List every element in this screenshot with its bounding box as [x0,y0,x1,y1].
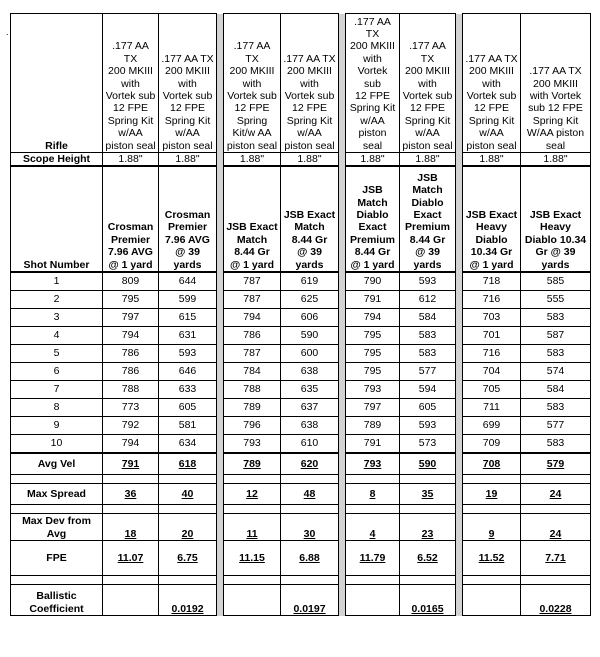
velocity-cell: 716 [463,291,521,309]
max-dev-value: 30 [281,514,339,541]
velocity-cell: 584 [521,381,591,399]
fpe-value: 11.15 [224,541,281,576]
velocity-cell: 583 [521,435,591,454]
fpe-row [11,541,591,576]
column-gap [217,363,224,381]
shot-number-label: Shot Number [11,166,103,272]
avg-vel-value: 789 [224,453,281,475]
shot-number: 10 [11,435,103,454]
velocity-cell: 797 [346,399,400,417]
column-gap [339,541,346,576]
spacer-cell [103,576,159,585]
velocity-cell: 794 [346,309,400,327]
spacer-cell [281,505,339,514]
velocity-cell: 792 [103,417,159,435]
column-gap [339,272,346,291]
column-gap [339,484,346,505]
max-dev-value: 20 [159,514,217,541]
bc-value: 0.0197 [281,585,339,616]
bc-value: 0.0228 [521,585,591,616]
velocity-cell: 587 [521,327,591,345]
column-gap [339,399,346,417]
column-gap [217,14,224,153]
velocity-cell: 631 [159,327,217,345]
spacer-cell [400,475,456,484]
fpe-value: 6.52 [400,541,456,576]
spacer-cell [224,475,281,484]
max-dev-value: 9 [463,514,521,541]
velocity-cell: 619 [281,272,339,291]
column-gap [456,585,463,616]
max-spread-label: Max Spread [11,484,103,505]
max-spread-value: 35 [400,484,456,505]
velocity-cell: 809 [103,272,159,291]
max-spread-value: 24 [521,484,591,505]
velocity-cell: 718 [463,272,521,291]
column-gap [456,272,463,291]
spacer-row [11,505,591,514]
velocity-cell: 612 [400,291,456,309]
table-row [11,291,591,309]
column-gap [217,166,224,272]
velocity-cell: 795 [346,363,400,381]
spacer-cell [521,576,591,585]
ammo-cell: JSB Exact Match 8.44 Gr @ 1 yard [224,166,281,272]
spacer-cell [159,576,217,585]
velocity-cell: 796 [224,417,281,435]
column-gap [456,327,463,345]
velocity-cell: 615 [159,309,217,327]
bc-value [224,585,281,616]
spacer-label [11,505,103,514]
velocity-cell: 789 [346,417,400,435]
scope-height-cell: 1.88" [521,153,591,167]
column-gap [339,453,346,475]
spacer-cell [521,475,591,484]
velocity-cell: 583 [521,399,591,417]
column-gap [456,363,463,381]
column-gap [339,475,346,484]
velocity-cell: 583 [521,345,591,363]
column-gap [339,166,346,272]
spacer-cell [159,505,217,514]
rifle-cell: .177 AA TX 200 MKIII with Vortek sub 12 FPE Spring Kit w/AA piston seal [400,14,456,153]
spacer-cell [281,475,339,484]
spacer-cell [346,475,400,484]
shot-number: 1 [11,272,103,291]
max-spread-value: 12 [224,484,281,505]
column-gap [217,475,224,484]
max-dev-value: 18 [103,514,159,541]
velocity-cell: 585 [521,272,591,291]
ammo-cell: Crosman Premier 7.96 AVG @ 1 yard [103,166,159,272]
spacer-cell [463,505,521,514]
table-body [11,14,591,616]
ammo-cell: JSB Exact Heavy Diablo 10.34 Gr @ 1 yard [463,166,521,272]
column-gap [217,585,224,616]
spacer-cell [346,505,400,514]
column-gap [339,381,346,399]
table-row [11,272,591,291]
column-gap [456,166,463,272]
velocity-cell: 583 [400,345,456,363]
fpe-label: FPE [11,541,103,576]
avg-vel-value: 579 [521,453,591,475]
velocity-cell: 786 [103,363,159,381]
column-gap [339,505,346,514]
rifle-label: Rifle [11,14,103,153]
column-gap [456,541,463,576]
spacer-label [11,475,103,484]
avg-vel-value: 590 [400,453,456,475]
column-gap [217,327,224,345]
ammo-cell: JSB Match Diablo Exact Premium 8.44 Gr @ 1 yard [346,166,400,272]
ammo-cell: JSB Exact Heavy Diablo 10.34 Gr @ 39 yards [521,166,591,272]
column-gap [456,484,463,505]
velocity-cell: 795 [346,345,400,363]
column-gap [339,417,346,435]
shot-number: 6 [11,363,103,381]
velocity-cell: 584 [400,309,456,327]
column-gap [217,399,224,417]
column-gap [456,435,463,454]
column-gap [217,153,224,167]
velocity-cell: 784 [224,363,281,381]
rifle-cell: .177 AA TX 200 MKIII with Vortek sub 12 FPE Spring Kit w/AA piston seal [281,14,339,153]
table-row [11,381,591,399]
column-gap [339,153,346,167]
column-gap [217,291,224,309]
avg-vel-value: 793 [346,453,400,475]
velocity-cell: 793 [224,435,281,454]
spacer-cell [103,475,159,484]
column-gap [339,14,346,153]
column-gap [456,453,463,475]
velocity-cell: 699 [463,417,521,435]
shot-number: 7 [11,381,103,399]
velocity-cell: 701 [463,327,521,345]
velocity-cell: 605 [400,399,456,417]
table-row [11,417,591,435]
velocity-cell: 790 [346,272,400,291]
table-row [11,309,591,327]
avg-vel-label: Avg Vel [11,453,103,475]
spacer-cell [159,475,217,484]
scope-height-cell: 1.88" [159,153,217,167]
max-dev-value: 23 [400,514,456,541]
velocity-cell: 788 [103,381,159,399]
velocity-cell: 555 [521,291,591,309]
max-dev-label: Max Dev from Avg [11,514,103,541]
bc-value: 0.0165 [400,585,456,616]
velocity-cell: 794 [224,309,281,327]
velocity-cell: 637 [281,399,339,417]
max-spread-value: 8 [346,484,400,505]
velocity-cell: 795 [346,327,400,345]
column-gap [217,484,224,505]
velocity-cell: 590 [281,327,339,345]
velocity-cell: 606 [281,309,339,327]
column-gap [339,327,346,345]
spacer-row [11,475,591,484]
column-gap [339,435,346,454]
column-gap [217,381,224,399]
column-gap [339,576,346,585]
shot-number: 8 [11,399,103,417]
velocity-cell: 583 [521,309,591,327]
column-gap [456,345,463,363]
table-row [11,327,591,345]
rifle-cell: .177 AA TX 200 MKIII with Vortek sub 12 FPE Spring Kit/w AA piston seal [224,14,281,153]
column-gap [456,14,463,153]
spacer-cell [281,576,339,585]
velocity-cell: 594 [400,381,456,399]
scope-height-row [11,153,591,167]
velocity-cell: 704 [463,363,521,381]
bc-value [463,585,521,616]
bc-label: Ballistic Coefficient [11,585,103,616]
spacer-cell [224,576,281,585]
max-dev-value: 24 [521,514,591,541]
shot-number: 3 [11,309,103,327]
max-spread-value: 48 [281,484,339,505]
fpe-value: 6.75 [159,541,217,576]
column-gap [456,505,463,514]
shot-number: 5 [11,345,103,363]
velocity-cell: 573 [400,435,456,454]
fpe-value: 7.71 [521,541,591,576]
spacer-cell [400,505,456,514]
column-gap [217,345,224,363]
velocity-cell: 635 [281,381,339,399]
rifle-cell: .177 AA TX 200 MKIII with Vortek sub 12 FPE Spring Kit w/AA piston seal [346,14,400,153]
spacer-label [11,576,103,585]
fpe-value: 11.07 [103,541,159,576]
spacer-cell [346,576,400,585]
avg-vel-value: 618 [159,453,217,475]
ballistics-table [10,13,591,616]
max-dev-value: 11 [224,514,281,541]
bc-row [11,585,591,616]
avg-vel-value: 791 [103,453,159,475]
velocity-cell: 610 [281,435,339,454]
velocity-cell: 791 [346,291,400,309]
column-gap [339,514,346,541]
column-gap [339,585,346,616]
velocity-cell: 794 [103,327,159,345]
velocity-cell: 703 [463,309,521,327]
velocity-cell: 638 [281,363,339,381]
column-gap [456,417,463,435]
scope-height-cell: 1.88" [400,153,456,167]
spacer-cell [463,475,521,484]
velocity-cell: 600 [281,345,339,363]
column-gap [217,505,224,514]
velocity-cell: 593 [400,417,456,435]
ammo-cell: Crosman Premier 7.96 AVG @ 39 yards [159,166,217,272]
max-dev-row [11,514,591,541]
velocity-cell: 638 [281,417,339,435]
velocity-cell: 646 [159,363,217,381]
velocity-cell: 574 [521,363,591,381]
rifle-cell: .177 AA TX 200 MKIII with Vortek sub 12 FPE Spring Kit w/AA piston seal [103,14,159,153]
column-gap [217,272,224,291]
velocity-cell: 577 [400,363,456,381]
ammo-row [11,166,591,272]
rifle-row [11,14,591,153]
column-gap [217,541,224,576]
velocity-cell: 577 [521,417,591,435]
rifle-cell: .177 AA TX 200 MKIII with Vortek sub 12 FPE Spring Kit w/AA piston seal [159,14,217,153]
column-gap [217,309,224,327]
corner-mark: . [6,27,9,37]
column-gap [339,363,346,381]
velocity-cell: 709 [463,435,521,454]
velocity-cell: 711 [463,399,521,417]
shot-number: 2 [11,291,103,309]
column-gap [217,453,224,475]
spacer-cell [103,505,159,514]
velocity-cell: 625 [281,291,339,309]
bc-value: 0.0192 [159,585,217,616]
scope-height-cell: 1.88" [463,153,521,167]
bc-value [346,585,400,616]
ammo-cell: JSB Exact Match 8.44 Gr @ 39 yards [281,166,339,272]
scope-height-cell: 1.88" [346,153,400,167]
column-gap [456,291,463,309]
column-gap [456,475,463,484]
column-gap [456,381,463,399]
max-spread-value: 40 [159,484,217,505]
column-gap [339,345,346,363]
table-row [11,345,591,363]
column-gap [456,514,463,541]
column-gap [456,399,463,417]
shot-number: 4 [11,327,103,345]
velocity-cell: 786 [224,327,281,345]
velocity-cell: 634 [159,435,217,454]
velocity-cell: 794 [103,435,159,454]
velocity-cell: 793 [346,381,400,399]
column-gap [456,153,463,167]
velocity-cell: 795 [103,291,159,309]
ammo-cell: JSB Match Diablo Exact Premium 8.44 Gr @ 39 yards [400,166,456,272]
max-dev-value: 4 [346,514,400,541]
velocity-cell: 787 [224,272,281,291]
column-gap [456,309,463,327]
velocity-cell: 593 [159,345,217,363]
velocity-cell: 605 [159,399,217,417]
velocity-cell: 705 [463,381,521,399]
spacer-cell [224,505,281,514]
velocity-cell: 633 [159,381,217,399]
column-gap [339,291,346,309]
velocity-cell: 791 [346,435,400,454]
velocity-cell: 787 [224,291,281,309]
column-gap [456,576,463,585]
max-spread-value: 36 [103,484,159,505]
column-gap [339,309,346,327]
max-spread-value: 19 [463,484,521,505]
velocity-cell: 788 [224,381,281,399]
velocity-cell: 581 [159,417,217,435]
fpe-value: 11.79 [346,541,400,576]
velocity-cell: 797 [103,309,159,327]
column-gap [217,435,224,454]
avg-vel-value: 620 [281,453,339,475]
table-row [11,363,591,381]
shot-number: 9 [11,417,103,435]
velocity-cell: 599 [159,291,217,309]
column-gap [217,417,224,435]
rifle-cell: .177 AA TX 200 MKIII with Vortek sub 12 FPE Spring Kit w/AA piston seal [463,14,521,153]
column-gap [217,576,224,585]
spacer-row [11,576,591,585]
velocity-cell: 716 [463,345,521,363]
max-spread-row [11,484,591,505]
fpe-value: 6.88 [281,541,339,576]
bc-value [103,585,159,616]
table-row [11,435,591,454]
column-gap [217,514,224,541]
scope-height-cell: 1.88" [103,153,159,167]
scope-height-cell: 1.88" [224,153,281,167]
velocity-cell: 789 [224,399,281,417]
avg-vel-value: 708 [463,453,521,475]
velocity-cell: 773 [103,399,159,417]
scope-height-label: Scope Height [11,153,103,167]
velocity-cell: 583 [400,327,456,345]
table-row [11,399,591,417]
scope-height-cell: 1.88" [281,153,339,167]
velocity-cell: 644 [159,272,217,291]
rifle-cell: .177 AA TX 200 MKIII with Vortek sub 12 FPE Spring Kit W/AA piston seal [521,14,591,153]
velocity-cell: 593 [400,272,456,291]
velocity-cell: 787 [224,345,281,363]
spacer-cell [463,576,521,585]
fpe-value: 11.52 [463,541,521,576]
avg-vel-row [11,453,591,475]
spacer-cell [400,576,456,585]
spacer-cell [521,505,591,514]
velocity-cell: 786 [103,345,159,363]
